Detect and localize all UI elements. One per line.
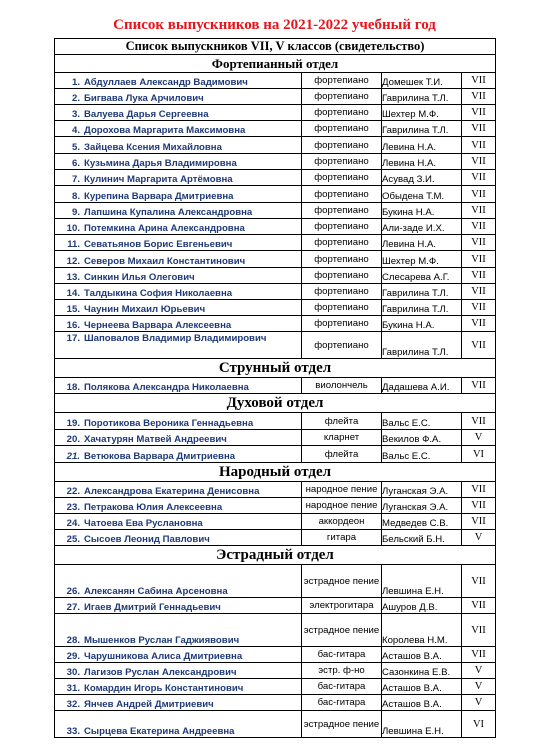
row-number: 24. (66, 518, 80, 529)
subtitle-row (55, 39, 496, 55)
teacher-cell: Домешек Т.И. (382, 73, 462, 89)
row-number: 7. (71, 174, 80, 185)
row-number: 12. (66, 256, 80, 267)
teacher-cell: Векилов Ф.А. (382, 430, 462, 446)
student-name: Янчев Андрей Дмитриевич (84, 699, 214, 710)
grade-cell: V (462, 430, 496, 446)
instrument-cell: гитара (302, 530, 382, 546)
table-row (55, 614, 496, 647)
student-cell (55, 332, 302, 359)
student-name: Кулинич Маргарита Артёмовна (84, 174, 233, 185)
instrument-cell: электрогитара (302, 598, 382, 614)
row-number: 29. (66, 651, 80, 662)
instrument-cell: фортепиано (302, 121, 382, 137)
department-header-row (55, 394, 496, 413)
table-row (55, 235, 496, 251)
instrument-cell: эстрадное пение (302, 614, 382, 647)
instrument-cell: флейта (302, 446, 382, 463)
department-header-row (55, 55, 496, 73)
grade-cell: VII (462, 284, 496, 300)
row-number: 18. (66, 382, 80, 393)
student-cell (55, 219, 302, 235)
student-name: Поротикова Вероника Геннадьевна (84, 418, 254, 429)
table-row (55, 446, 496, 463)
student-cell (55, 268, 302, 284)
instrument-cell: бас-гитара (302, 647, 382, 663)
student-cell (55, 300, 302, 316)
row-number: 20. (66, 434, 80, 445)
grade-cell: VII (462, 235, 496, 251)
instrument-cell: фортепиано (302, 251, 382, 268)
teacher-cell: Левина Н.А. (382, 137, 462, 154)
teacher-cell: Асташов В.А. (382, 647, 462, 663)
page-title: Список выпускников на 2021-2022 учебный год (113, 17, 436, 33)
row-number: 23. (66, 502, 80, 513)
row-number: 31. (66, 683, 80, 694)
student-name: Потемкина Арина Александровна (84, 223, 245, 234)
student-cell (55, 89, 302, 105)
table-row (55, 154, 496, 170)
instrument-cell: фортепиано (302, 332, 382, 359)
row-number: 19. (66, 418, 80, 429)
instrument-cell: эстрадное пение (302, 711, 382, 738)
student-name: Сысоев Леонид Павлович (84, 534, 210, 545)
instrument-cell: народное пение (302, 482, 382, 498)
table-row (55, 598, 496, 614)
department-header-row (55, 359, 496, 378)
grade-cell: VII (462, 219, 496, 235)
student-name: Ветюкова Варвара Дмитриевна (84, 451, 236, 462)
student-cell (55, 446, 302, 463)
teacher-cell: Сазонкина Е.В. (382, 663, 462, 679)
student-cell (55, 598, 302, 614)
instrument-cell: фортепиано (302, 300, 382, 316)
student-cell (55, 565, 302, 598)
student-cell (55, 695, 302, 711)
student-name: Комардин Игорь Константинович (84, 683, 244, 694)
student-name: Шаповалов Владимир Владимирович (84, 333, 267, 344)
grade-cell: VII (462, 203, 496, 219)
row-number: 26. (66, 586, 80, 597)
row-number: 32. (66, 699, 80, 710)
table-row (55, 251, 496, 268)
teacher-cell: Дадашева А.И. (382, 378, 462, 394)
student-name: Александрова Екатерина Денисовна (84, 486, 260, 497)
teacher-cell: Левина Н.А. (382, 235, 462, 251)
student-name: Абдуллаев Александр Вадимович (84, 77, 248, 88)
grade-cell: VI (462, 711, 496, 738)
student-cell (55, 284, 302, 300)
student-name: Чарушникова Алиса Дмитриевна (84, 651, 243, 662)
instrument-cell: народное пение (302, 498, 382, 514)
grade-cell: VII (462, 186, 496, 203)
grade-cell: V (462, 530, 496, 546)
student-name: Чатоева Ева Руслановна (84, 518, 203, 529)
row-number: 25. (66, 534, 80, 545)
grade-cell: VII (462, 413, 496, 430)
grade-cell: VII (462, 482, 496, 498)
department-title: Духовой отдел (55, 394, 496, 413)
student-name: Талдыкина София Николаевна (84, 288, 233, 299)
grade-cell: VII (462, 154, 496, 170)
row-number: 11. (67, 239, 80, 250)
grade-cell: VII (462, 316, 496, 332)
teacher-cell: Асташов В.А. (382, 679, 462, 695)
row-number: 30. (66, 667, 80, 678)
instrument-cell: фортепиано (302, 219, 382, 235)
instrument-cell: кларнет (302, 430, 382, 446)
instrument-cell: фортепиано (302, 203, 382, 219)
teacher-cell: Луганская Э.А. (382, 482, 462, 498)
table-row (55, 413, 496, 430)
grade-cell: VII (462, 73, 496, 89)
table-row (55, 378, 496, 394)
department-title: Фортепианный отдел (55, 55, 496, 73)
grade-cell: VII (462, 378, 496, 394)
teacher-cell: Асташов В.А. (382, 695, 462, 711)
student-cell (55, 711, 302, 738)
grade-cell: VII (462, 498, 496, 514)
row-number: 33. (66, 726, 80, 737)
grade-cell: VII (462, 121, 496, 137)
table-row (55, 695, 496, 711)
table-row (55, 316, 496, 332)
student-cell (55, 137, 302, 154)
row-number: 2. (71, 93, 80, 104)
grade-cell: VII (462, 268, 496, 284)
student-cell (55, 498, 302, 514)
student-name: Сырцева Екатерина Андреевна (84, 726, 235, 737)
table-row (55, 711, 496, 738)
student-cell (55, 530, 302, 546)
table-row (55, 203, 496, 219)
student-name: Хачатурян Матвей Андреевич (84, 434, 227, 445)
student-cell (55, 121, 302, 137)
instrument-cell: эстрадное пение (302, 565, 382, 598)
student-name: Лагизов Руслан Александрович (84, 667, 237, 678)
teacher-cell: Ашуров Д.В. (382, 598, 462, 614)
grade-cell: VII (462, 332, 496, 359)
row-number: 21. (66, 451, 80, 462)
teacher-cell: Медведев С.В. (382, 514, 462, 530)
student-cell (55, 73, 302, 89)
table-row (55, 498, 496, 514)
table-row (55, 430, 496, 446)
student-name: Курепина Варвара Дмитриевна (84, 191, 234, 202)
table-row (55, 300, 496, 316)
student-cell (55, 679, 302, 695)
teacher-cell: Бельский Б.Н. (382, 530, 462, 546)
student-cell (55, 105, 302, 121)
grade-cell: VII (462, 614, 496, 647)
row-number: 16. (66, 320, 80, 331)
teacher-cell: Левина Н.А. (382, 154, 462, 170)
teacher-cell: Букина Н.А. (382, 203, 462, 219)
student-cell (55, 154, 302, 170)
student-name: Кузьмина Дарья Владимировна (84, 158, 237, 169)
table-row (55, 137, 496, 154)
instrument-cell: фортепиано (302, 186, 382, 203)
student-cell (55, 514, 302, 530)
grade-cell: VI (462, 446, 496, 463)
graduates-table (54, 38, 496, 738)
row-number: 15. (66, 304, 80, 315)
student-cell (55, 251, 302, 268)
teacher-cell: Левшина Е.Н. (382, 565, 462, 598)
department-title: Народный отдел (55, 463, 496, 482)
row-number: 27. (66, 602, 80, 613)
grade-cell: VII (462, 105, 496, 121)
grade-cell: VII (462, 89, 496, 105)
student-cell (55, 413, 302, 430)
teacher-cell: Вальс Е.С. (382, 413, 462, 430)
grade-cell: V (462, 663, 496, 679)
department-header-row (55, 463, 496, 482)
teacher-cell: Шехтер М.Ф. (382, 251, 462, 268)
instrument-cell: фортепиано (302, 284, 382, 300)
grade-cell: VII (462, 647, 496, 663)
table-row (55, 121, 496, 137)
department-title: Струнный отдел (55, 359, 496, 378)
department-header-row (55, 546, 496, 565)
teacher-cell: Гаврилина Т.Л. (382, 89, 462, 105)
grade-cell: V (462, 679, 496, 695)
student-name: Севатьянов Борис Евгеньевич (84, 239, 233, 250)
student-cell (55, 663, 302, 679)
row-number: 10. (66, 223, 80, 234)
table-row (55, 89, 496, 105)
grade-cell: VII (462, 251, 496, 268)
teacher-cell: Гаврилина Т.Л. (382, 284, 462, 300)
instrument-cell: фортепиано (302, 137, 382, 154)
student-name: Алексанян Сабина Арсеновна (84, 586, 228, 597)
grade-cell: V (462, 695, 496, 711)
student-name: Игаев Дмитрий Геннадьевич (84, 602, 221, 613)
row-number: 6. (71, 158, 80, 169)
student-name-wrap (55, 333, 301, 344)
student-name: Синкин Илья Олегович (84, 272, 195, 283)
grade-cell: VII (462, 300, 496, 316)
student-cell (55, 378, 302, 394)
table-row (55, 482, 496, 498)
graduates-table-body (55, 39, 496, 738)
grade-cell: VII (462, 514, 496, 530)
row-number: 1. (71, 77, 80, 88)
student-name: Валуева Дарья Сергеевна (84, 109, 209, 120)
table-row (55, 514, 496, 530)
teacher-cell: Букина Н.А. (382, 316, 462, 332)
student-name: Чернеева Варвара Алексеевна (84, 320, 232, 331)
teacher-cell: Гаврилина Т.Л. (382, 300, 462, 316)
row-number: 13. (66, 272, 80, 283)
instrument-cell: аккордеон (302, 514, 382, 530)
department-title: Эстрадный отдел (55, 546, 496, 565)
teacher-cell: Луганская Э.А. (382, 498, 462, 514)
student-cell (55, 170, 302, 186)
student-name: Лапшина Купалина Александровна (84, 207, 253, 218)
student-cell (55, 647, 302, 663)
teacher-cell: Левшина Е.Н. (382, 711, 462, 738)
table-subtitle: Список выпускников VII, V классов (свидетельство) (55, 39, 496, 55)
grade-cell: VII (462, 565, 496, 598)
instrument-cell: фортепиано (302, 170, 382, 186)
instrument-cell: фортепиано (302, 268, 382, 284)
teacher-cell: Асувад З.И. (382, 170, 462, 186)
table-row (55, 219, 496, 235)
student-name: Дорохова Маргарита Максимовна (84, 125, 246, 136)
table-row (55, 647, 496, 663)
instrument-cell: флейта (302, 413, 382, 430)
row-number: 9. (71, 207, 80, 218)
student-cell (55, 316, 302, 332)
table-row (55, 530, 496, 546)
instrument-cell: фортепиано (302, 235, 382, 251)
table-row (55, 679, 496, 695)
student-cell (55, 235, 302, 251)
table-row (55, 268, 496, 284)
row-number: 28. (66, 635, 80, 646)
student-name: Чаунин Михаил Юрьевич (84, 304, 206, 315)
table-row (55, 284, 496, 300)
student-cell (55, 430, 302, 446)
row-number: 17. (66, 333, 80, 344)
grade-cell: VII (462, 170, 496, 186)
row-number: 14. (66, 288, 80, 299)
instrument-cell: виолончель (302, 378, 382, 394)
student-name: Бигвава Лука Арчилович (84, 93, 204, 104)
teacher-cell: Обыдена Т.М. (382, 186, 462, 203)
student-name: Полякова Александра Николаевна (84, 382, 249, 393)
teacher-cell: Гаврилина Т.Л. (382, 332, 462, 359)
instrument-cell: фортепиано (302, 154, 382, 170)
table-row (55, 170, 496, 186)
instrument-cell: фортепиано (302, 316, 382, 332)
student-cell (55, 203, 302, 219)
instrument-cell: эстр. ф-но (302, 663, 382, 679)
table-row (55, 663, 496, 679)
instrument-cell: бас-гитара (302, 679, 382, 695)
instrument-cell: фортепиано (302, 89, 382, 105)
table-row (55, 565, 496, 598)
student-cell (55, 186, 302, 203)
teacher-cell: Королева Н.М. (382, 614, 462, 647)
instrument-cell: бас-гитара (302, 695, 382, 711)
table-row (55, 186, 496, 203)
teacher-cell: Шехтер М.Ф. (382, 105, 462, 121)
instrument-cell: фортепиано (302, 105, 382, 121)
row-number: 22. (66, 486, 80, 497)
row-number: 8. (71, 191, 80, 202)
table-row (55, 105, 496, 121)
teacher-cell: Али-заде И.Х. (382, 219, 462, 235)
grade-cell: VII (462, 137, 496, 154)
student-name: Петракова Юлия Алексеевна (84, 502, 223, 513)
row-number: 4. (71, 125, 80, 136)
row-number: 3. (71, 109, 80, 120)
student-cell (55, 482, 302, 498)
grade-cell: VII (462, 598, 496, 614)
table-row (55, 332, 496, 359)
student-name: Мышенков Руслан Гаджиявович (84, 635, 240, 646)
teacher-cell: Вальс Е.С. (382, 446, 462, 463)
row-number: 5. (71, 142, 80, 153)
student-name: Зайцева Ксения Михайловна (84, 142, 222, 153)
table-row (55, 73, 496, 89)
instrument-cell: фортепиано (302, 73, 382, 89)
teacher-cell: Слесарева А.Г. (382, 268, 462, 284)
student-cell (55, 614, 302, 647)
teacher-cell: Гаврилина Т.Л. (382, 121, 462, 137)
student-name: Северов Михаил Константинович (84, 256, 246, 267)
